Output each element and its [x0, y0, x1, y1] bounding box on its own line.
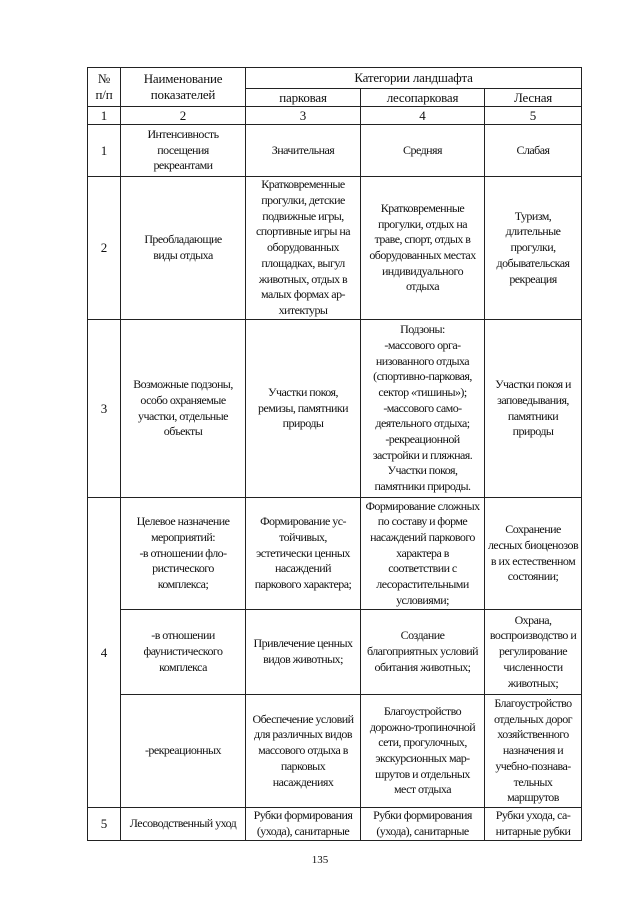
header-landscape-categories: Категории ландшафта — [246, 68, 582, 89]
table-row — [88, 177, 582, 320]
cell-forest-park: Формирование сложных по составу и форме насаждений паркового характера в соответствии с лесорастительными условиями; — [361, 498, 485, 610]
cell-park: Привлечение ценных видов животных; — [246, 610, 361, 695]
cell-forest: Слабая — [485, 125, 582, 177]
table-row — [88, 695, 582, 808]
cell-forest: Охрана, воспроизводство и регулирование численности животных; — [485, 610, 582, 695]
page-number: 135 — [311, 854, 329, 866]
header-park: парковая — [246, 89, 361, 107]
cell-park: Рубки формирования (ухода), санитарные — [246, 808, 361, 841]
header-number: № п/п — [88, 68, 121, 107]
row-number: 2 — [88, 177, 121, 320]
column-number: 3 — [246, 107, 361, 125]
indicator-name: Интенсивность посещения рекреантами — [121, 125, 246, 177]
cell-park: Обеспечение условий для различных видов массового отдыха в парковых насаждениях — [246, 695, 361, 808]
column-number: 1 — [88, 107, 121, 125]
cell-park: Значительная — [246, 125, 361, 177]
cell-forest-park: Подзоны: -массового орга- низованного отдыха (спортивно-парковая, сектор «тишины»); -массового само- деятельного отдыха; -рекреационной застройки и пляжная. Участки покоя, памятники природы. — [361, 320, 485, 498]
indicator-name: Возможные подзоны, особо охраняемые участки, отдельные объекты — [121, 320, 246, 498]
header-indicator-name: Наименование показателей — [121, 68, 246, 107]
indicator-name: Лесоводственный уход — [121, 808, 246, 841]
indicator-name: Целевое назначение мероприятий: -в отношении фло- ристического комплекса; — [121, 498, 246, 610]
row-number: 4 — [88, 498, 121, 808]
cell-forest: Туризм, длительные прогулки, добывательская рекреация — [485, 177, 582, 320]
cell-forest-park: Кратковременные прогулки, отдых на траве, спорт, отдых в оборудованных местах индивидуального отдыха — [361, 177, 485, 320]
row-number: 3 — [88, 320, 121, 498]
header-forest: Лесная — [485, 89, 582, 107]
cell-park: Формирование ус- тойчивых, эстетически ценных насаждений паркового характера; — [246, 498, 361, 610]
indicator-name: -рекреационных — [121, 695, 246, 808]
table-row — [88, 610, 582, 695]
cell-forest: Участки покоя и заповедывания, памятники природы — [485, 320, 582, 498]
row-number: 1 — [88, 125, 121, 177]
indicator-name: -в отношении фаунистического комплекса — [121, 610, 246, 695]
cell-forest: Благоустройство отдельных дорог хозяйственного назначения и учебно-познава- тельных маршрутов — [485, 695, 582, 808]
cell-forest-park: Создание благоприятных условий обитания животных; — [361, 610, 485, 695]
table-row — [88, 125, 582, 177]
table-row — [88, 498, 582, 610]
cell-park: Участки покоя, ремизы, памятники природы — [246, 320, 361, 498]
header-forest-park: лесопарковая — [361, 89, 485, 107]
cell-park: Кратковременные прогулки, детские подвижные игры, спортивные игры на оборудованных площадках, выгул животных, отдых в малых формах ар- хитектуры — [246, 177, 361, 320]
cell-forest: Рубки ухода, са- нитарные рубки — [485, 808, 582, 841]
column-number: 2 — [121, 107, 246, 125]
row-number: 5 — [88, 808, 121, 841]
cell-forest-park: Рубки формирования (ухода), санитарные — [361, 808, 485, 841]
landscape-categories-table — [87, 67, 582, 841]
cell-forest-park: Благоустройство дорожно-тропиночной сети, прогулочных, экскурсионных мар- шрутов и отдельных мест отдыха — [361, 695, 485, 808]
column-number: 5 — [485, 107, 582, 125]
cell-forest-park: Средняя — [361, 125, 485, 177]
table-row — [88, 320, 582, 498]
cell-forest: Сохранение лесных биоценозов в их естественном состоянии; — [485, 498, 582, 610]
table-row — [88, 808, 582, 841]
column-number: 4 — [361, 107, 485, 125]
indicator-name: Преобладающие виды отдыха — [121, 177, 246, 320]
